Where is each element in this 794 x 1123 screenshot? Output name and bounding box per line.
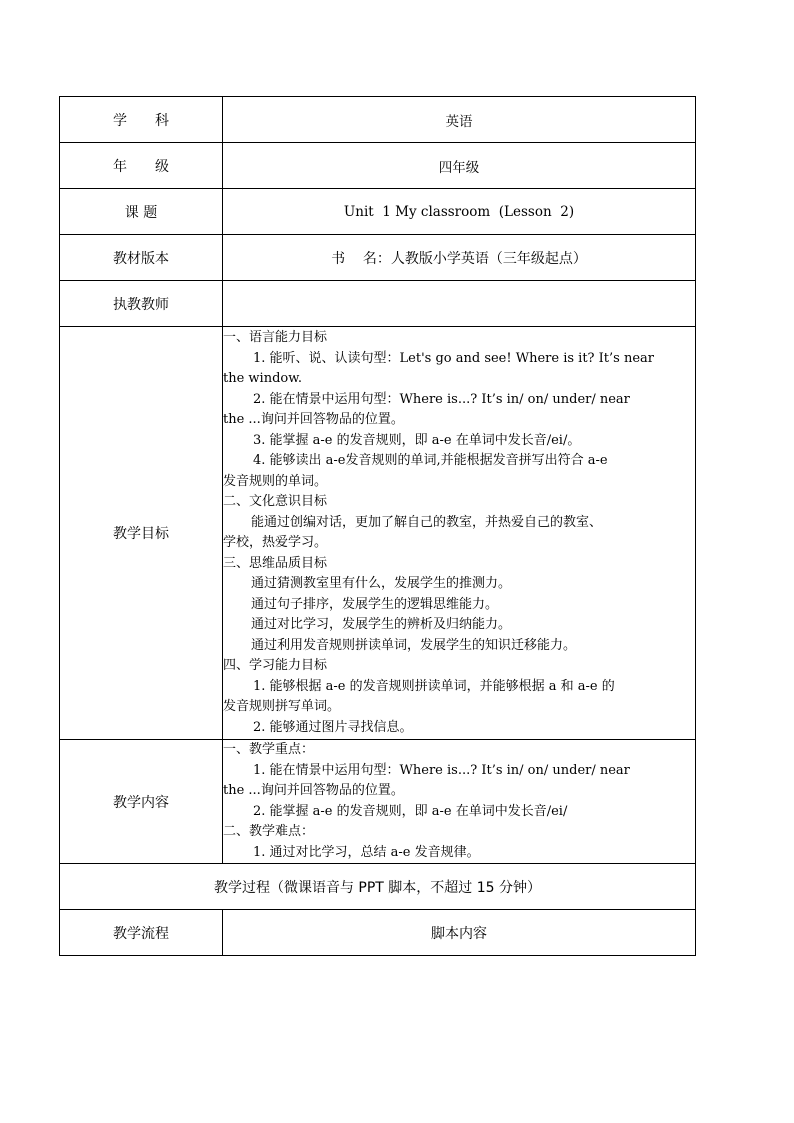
objectives-line: the ...询问并回答物品的位置。	[223, 412, 404, 427]
subject-value: 英语	[223, 97, 696, 143]
objectives-line: 发音规则的单词。	[223, 473, 328, 489]
textbook-label: 教材版本	[60, 235, 223, 281]
teacher-value	[223, 281, 696, 327]
objectives-line: 学校，热爱学习。	[223, 535, 328, 550]
subject-row	[60, 97, 696, 143]
teacher-label: 执教教师	[60, 281, 223, 327]
grade-row	[60, 143, 696, 189]
objectives-line: 通过对比学习，发展学生的辨析及归纳能力。	[251, 617, 512, 632]
content-content	[223, 740, 696, 864]
flow-value: 脚本内容	[223, 910, 696, 956]
objectives-line: 2. 能够通过图片寻找信息。	[253, 719, 413, 735]
content-line: 1. 能在情景中运用句型：Where is...? It’s in/ on/ under/ near	[253, 762, 630, 778]
subject-label: 学 科	[60, 97, 223, 143]
objectives-line: 3. 能掌握 a-e 的发音规则，即 a-e 在单词中发长音/ei/。	[253, 432, 581, 448]
content-row	[60, 740, 696, 864]
objectives-line: 2. 能在情景中运用句型：Where is...? It’s in/ on/ under/ near	[253, 391, 630, 407]
content-line: 一、教学重点：	[223, 742, 315, 757]
topic-value: Unit 1 My classroom (Lesson 2)	[223, 189, 696, 235]
objectives-line: 三、思维品质目标	[223, 555, 328, 571]
process-heading: 教学过程（微课语音与 PPT 脚本，不超过 15 分钟）	[60, 864, 696, 910]
objectives-line: 通过猜测教室里有什么，发展学生的推测力。	[251, 576, 512, 591]
objectives-row	[60, 327, 696, 740]
textbook-row	[60, 235, 696, 281]
teacher-row	[60, 281, 696, 327]
objectives-line: 通过句子排序，发展学生的逻辑思维能力。	[251, 596, 499, 612]
content-label: 教学内容	[60, 740, 223, 864]
objectives-line: 二、文化意识目标	[223, 494, 328, 509]
objectives-line: the window.	[223, 371, 302, 386]
grade-value: 四年级	[223, 143, 696, 189]
objectives-line: 1. 能够根据 a-e 的发音规则拼读单词，并能够根据 a 和 a-e 的	[253, 678, 615, 694]
content-line: 1. 通过对比学习，总结 a-e 发音规律。	[253, 844, 480, 860]
process-row	[60, 864, 696, 910]
objectives-line: 四、学习能力目标	[223, 658, 328, 673]
objectives-label: 教学目标	[60, 327, 223, 740]
objectives-line: 能通过创编对话，更加了解自己的教室，并热爱自己的教室、	[251, 514, 603, 530]
objectives-line: 发音规则拼写单词。	[223, 699, 341, 714]
content-line: 2. 能掌握 a-e 的发音规则，即 a-e 在单词中发长音/ei/	[253, 803, 568, 819]
grade-label: 年 级	[60, 143, 223, 189]
objectives-line: 通过利用发音规则拼读单词，发展学生的知识迁移能力。	[251, 637, 577, 653]
objectives-line: 一、语言能力目标	[223, 330, 328, 345]
flow-row	[60, 910, 696, 956]
objectives-content	[223, 327, 696, 740]
topic-row	[60, 189, 696, 235]
flow-label: 教学流程	[60, 910, 223, 956]
content-line: the ...询问并回答物品的位置。	[223, 783, 404, 798]
lesson-plan-table	[59, 96, 696, 956]
textbook-value: 书 名：人教版小学英语（三年级起点）	[223, 235, 696, 281]
objectives-line: 1. 能听、说、认读句型：Let's go and see! Where is it? It’s near	[253, 350, 654, 366]
objectives-line: 4. 能够读出 a-e发音规则的单词,并能根据发音拼写出符合 a-e	[253, 453, 608, 468]
content-line: 二、教学难点：	[223, 824, 315, 839]
topic-label: 课 题	[60, 189, 223, 235]
